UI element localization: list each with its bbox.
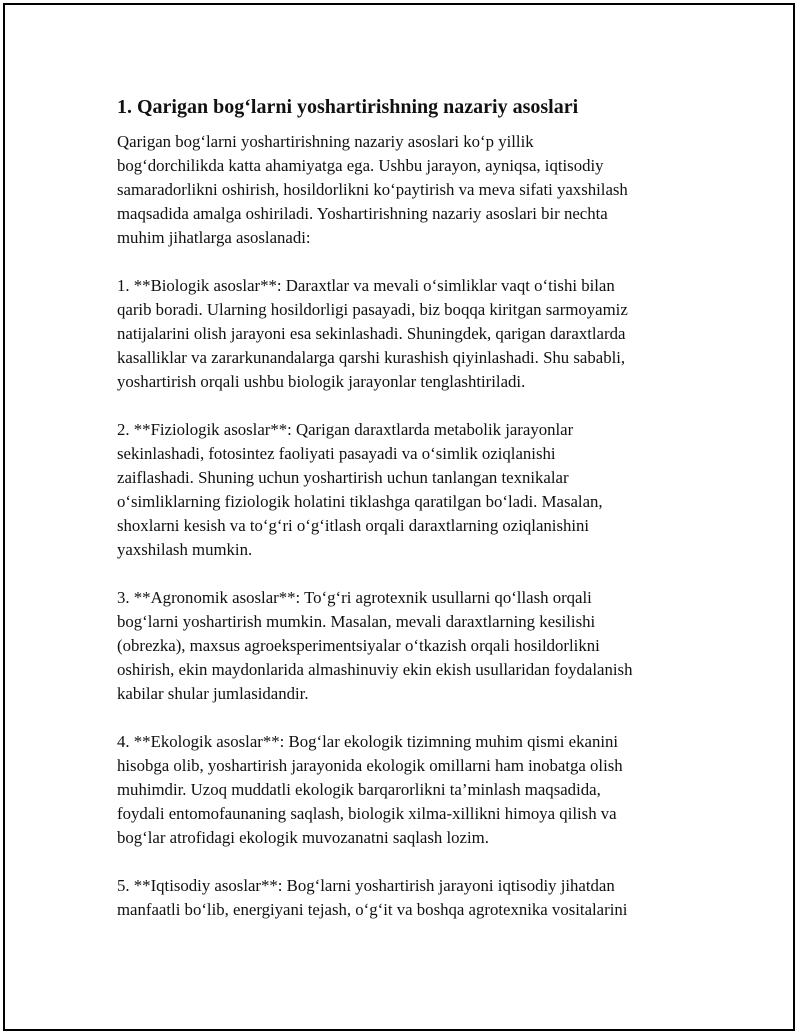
text-line: 4. **Ekologik asoslar**: Bog‘lar ekologik tizimning muhim qismi ekanini — [117, 732, 619, 751]
paragraph-agronomik — [117, 586, 687, 706]
text-line: 5. **Iqtisodiy asoslar**: Bog‘larni yoshartirish jarayoni iqtisodiy jihatdan — [117, 876, 615, 895]
text-line: Qarigan bog‘larni yoshartirishning nazariy asoslari ko‘p yillik — [117, 132, 534, 151]
text-line: natijalarini olish jarayoni esa sekinlashadi. Shuningdek, qarigan daraxtlarda — [117, 324, 626, 343]
text-line: 1. **Biologik asoslar**: Daraxtlar va mevali o‘simliklar vaqt o‘tishi bilan — [117, 276, 615, 295]
text-line: bog‘larni yoshartirish mumkin. Masalan, mevali daraxtlarning kesilishi — [117, 612, 596, 631]
text-line: kasalliklar va zararkunandalarga qarshi kurashish qiyinlashadi. Shu sababli, — [117, 348, 626, 367]
text-line: bog‘dorchilikda katta ahamiyatga ega. Ushbu jarayon, ayniqsa, iqtisodiy — [117, 156, 604, 175]
text-line: oshirish, ekin maydonlarida almashinuviy ekin ekish usullaridan foydalanish — [117, 660, 633, 679]
paragraph-iqtisodiy — [117, 874, 687, 922]
text-line: muhimdir. Uzoq muddatli ekologik barqarorlikni ta’minlash maqsadida, — [117, 780, 601, 799]
text-line: hisobga olib, yoshartirish jarayonida ekologik omillarni ham inobatga olish — [117, 756, 623, 775]
text-line: 3. **Agronomik asoslar**: To‘g‘ri agrotexnik usullarni qo‘llash orqali — [117, 588, 592, 607]
paragraph-fiziologik — [117, 418, 687, 562]
text-line: foydali entomofaunaning saqlash, biologik xilma-xillikni himoya qilish va — [117, 804, 617, 823]
text-line: zaiflashadi. Shuning uchun yoshartirish uchun tanlangan texnikalar — [117, 468, 569, 487]
text-line: o‘simliklarning fiziologik holatini tiklashga qaratilgan bo‘ladi. Masalan, — [117, 492, 603, 511]
text-line: samaradorlikni oshirish, hosildorlikni ko‘paytirish va meva sifati yaxshilash — [117, 180, 628, 199]
text-line: (obrezka), maxsus agroeksperimentsiyalar o‘tkazish orqali hosildorlikni — [117, 636, 600, 655]
document-body — [117, 94, 687, 946]
text-line: qarib boradi. Ularning hosildorligi pasayadi, biz boqqa kiritgan sarmoyamiz — [117, 300, 628, 319]
text-line: yaxshilash mumkin. — [117, 540, 253, 559]
text-line: manfaatli bo‘lib, energiyani tejash, o‘g‘it va boshqa agrotexnika vositalarini — [117, 900, 628, 919]
text-line: muhim jihatlarga asoslanadi: — [117, 228, 311, 247]
paragraph-ekologik — [117, 730, 687, 850]
text-line: maqsadida amalga oshiriladi. Yoshartirishning nazariy asoslari bir nechta — [117, 204, 608, 223]
text-line: sekinlashadi, fotosintez faoliyati pasayadi va o‘simlik oziqlanishi — [117, 444, 556, 463]
paragraph-biologik — [117, 274, 687, 394]
text-line: shoxlarni kesish va to‘g‘ri o‘g‘itlash orqali daraxtlarning oziqlanishini — [117, 516, 590, 535]
text-line: kabilar shular jumlasidandir. — [117, 684, 309, 703]
text-line: 2. **Fiziologik asoslar**: Qarigan daraxtlarda metabolik jarayonlar — [117, 420, 574, 439]
text-line: yoshartirish orqali ushbu biologik jarayonlar tenglashtiriladi. — [117, 372, 526, 391]
paragraph-intro — [117, 130, 687, 250]
section-heading: 1. Qarigan bog‘larni yoshartirishning nazariy asoslari — [117, 96, 579, 118]
text-line: bog‘lar atrofidagi ekologik muvozanatni saqlash lozim. — [117, 828, 489, 847]
